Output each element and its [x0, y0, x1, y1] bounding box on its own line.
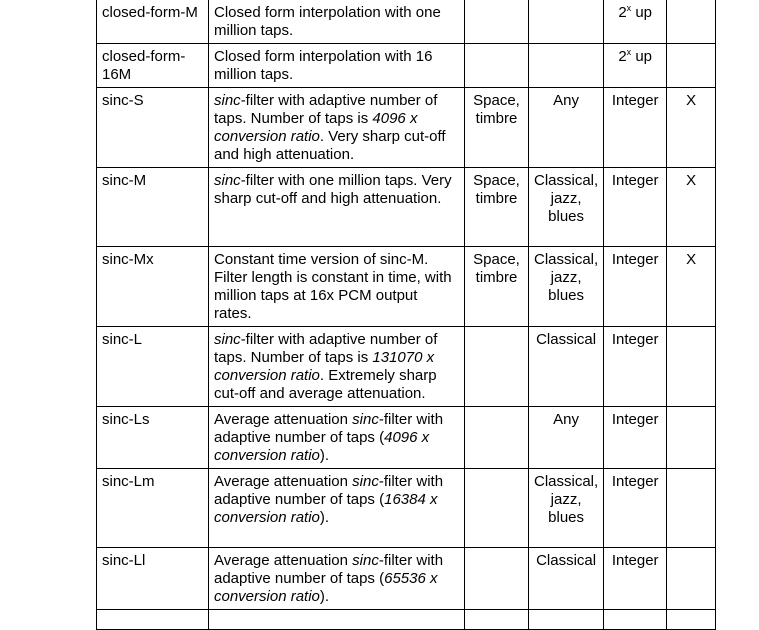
- filter-description-cell: [209, 407, 465, 469]
- description-italic-run: sinc: [352, 552, 379, 569]
- description-run: Constant time version of sinc-M. Filter length is constant in time, with million taps at 16x PCM output rates.: [214, 251, 452, 322]
- description-italic-run: sinc: [214, 172, 241, 189]
- filter-ratio-cell: Integer: [604, 168, 667, 247]
- filter-table: [96, 0, 716, 630]
- filter-ratio-cell: [604, 610, 667, 630]
- filter-description-cell: [209, 247, 465, 327]
- filter-description-cell: [209, 0, 465, 44]
- ratio-base: 2: [618, 4, 627, 21]
- filter-genre-cell: Classical, jazz, blues: [529, 469, 604, 548]
- filter-flag-cell: [667, 44, 716, 88]
- filter-name-cell: sinc-S: [97, 88, 209, 168]
- description-run: -filter with adaptive number of taps (: [214, 411, 444, 446]
- filter-ratio-cell: Integer: [604, 327, 667, 407]
- filter-description-cell: [209, 44, 465, 88]
- description-run: -filter with one million taps. Very sharp cut-off and high attenuation.: [214, 172, 452, 207]
- filter-name-cell: sinc-Lm: [97, 469, 209, 548]
- ratio-suffix: up: [631, 48, 653, 65]
- description-run: Closed form interpolation with one million taps.: [214, 4, 441, 39]
- filter-genre-cell: [529, 44, 604, 88]
- filter-description-cell: [209, 168, 465, 247]
- filter-description-cell: [209, 327, 465, 407]
- description-run: ).: [319, 588, 330, 605]
- description-run: -filter with adaptive number of taps. Number of taps is: [214, 331, 438, 366]
- filter-description-cell: [209, 469, 465, 548]
- filter-description-cell: [209, 548, 465, 610]
- filter-ratio-cell: Integer: [604, 548, 667, 610]
- table-row: [97, 407, 716, 469]
- filter-context-cell: [465, 327, 529, 407]
- filter-flag-cell: [667, 469, 716, 548]
- table-row: [97, 44, 716, 88]
- filter-flag-cell: [667, 610, 716, 630]
- filter-genre-cell: Classical, jazz, blues: [529, 247, 604, 327]
- filter-genre-cell: Classical: [529, 327, 604, 407]
- description-run: Average attenuation: [214, 411, 353, 428]
- table-row: [97, 548, 716, 610]
- ratio-exponent: x: [626, 3, 632, 13]
- filter-context-cell: [465, 44, 529, 88]
- description-italic-run: 4096 x conversion ratio: [214, 429, 430, 464]
- ratio-exponent: x: [626, 47, 632, 57]
- filter-genre-cell: [529, 0, 604, 44]
- filter-ratio-cell: [604, 0, 667, 44]
- filter-context-cell: [465, 469, 529, 548]
- description-italic-run: 65536 x conversion ratio: [214, 570, 438, 605]
- description-italic-run: 131070 x conversion ratio: [214, 349, 435, 384]
- description-run: . Very sharp cut-off and high attenuation.: [214, 128, 446, 163]
- filter-context-cell: [465, 610, 529, 630]
- table-row: [97, 247, 716, 327]
- description-run: ).: [319, 447, 330, 464]
- description-italic-run: 4096 x conversion ratio: [214, 110, 418, 145]
- filter-ratio-cell: [604, 44, 667, 88]
- filter-name-cell: closed-form-16M: [97, 44, 209, 88]
- filter-context-cell: Space, timbre: [465, 88, 529, 168]
- table-row: [97, 168, 716, 247]
- filter-name-cell: sinc-M: [97, 168, 209, 247]
- filter-context-cell: [465, 0, 529, 44]
- filter-flag-cell: X: [667, 88, 716, 168]
- filter-name-cell: sinc-Ls: [97, 407, 209, 469]
- filter-description-cell: [209, 88, 465, 168]
- filter-name-cell: sinc-L: [97, 327, 209, 407]
- filter-name-cell: sinc-Mx: [97, 247, 209, 327]
- filter-flag-cell: X: [667, 168, 716, 247]
- description-italic-run: sinc: [352, 473, 379, 490]
- filter-genre-cell: Any: [529, 88, 604, 168]
- description-run: -filter with adaptive number of taps. Number of taps is: [214, 92, 438, 127]
- filter-flag-cell: [667, 327, 716, 407]
- filter-flag-cell: [667, 407, 716, 469]
- filter-genre-cell: Any: [529, 407, 604, 469]
- filter-name-cell: sinc-Ll: [97, 548, 209, 610]
- table-row: [97, 0, 716, 44]
- table-row: [97, 469, 716, 548]
- description-run: Closed form interpolation with 16 million taps.: [214, 48, 433, 83]
- filter-table-body: [97, 0, 716, 630]
- filter-name-cell: [97, 610, 209, 630]
- filter-description-cell: [209, 610, 465, 630]
- description-italic-run: sinc: [214, 331, 241, 348]
- filter-ratio-cell: Integer: [604, 469, 667, 548]
- filter-context-cell: Space, timbre: [465, 247, 529, 327]
- filter-genre-cell: Classical, jazz, blues: [529, 168, 604, 247]
- description-italic-run: sinc: [214, 92, 241, 109]
- filter-context-cell: Space, timbre: [465, 168, 529, 247]
- filter-flag-cell: X: [667, 247, 716, 327]
- filter-ratio-cell: Integer: [604, 407, 667, 469]
- filter-name-cell: closed-form-M: [97, 0, 209, 44]
- filter-genre-cell: [529, 610, 604, 630]
- filter-context-cell: [465, 548, 529, 610]
- ratio-base: 2: [618, 48, 627, 65]
- description-run: -filter with adaptive number of taps (: [214, 473, 444, 508]
- filter-genre-cell: Classical: [529, 548, 604, 610]
- description-italic-run: sinc: [352, 411, 379, 428]
- description-italic-run: 16384 x conversion ratio: [214, 491, 438, 526]
- description-run: Average attenuation: [214, 473, 353, 490]
- filter-ratio-cell: Integer: [604, 88, 667, 168]
- filter-flag-cell: [667, 548, 716, 610]
- table-row: [97, 327, 716, 407]
- filter-ratio-cell: Integer: [604, 247, 667, 327]
- description-run: ).: [319, 509, 330, 526]
- description-run: . Extremely sharp cut-off and average attenuation.: [214, 367, 437, 402]
- description-run: Average attenuation: [214, 552, 353, 569]
- table-row: [97, 610, 716, 630]
- filter-flag-cell: [667, 0, 716, 44]
- description-run: -filter with adaptive number of taps (: [214, 552, 444, 587]
- ratio-suffix: up: [631, 4, 653, 21]
- filter-context-cell: [465, 407, 529, 469]
- table-row: [97, 88, 716, 168]
